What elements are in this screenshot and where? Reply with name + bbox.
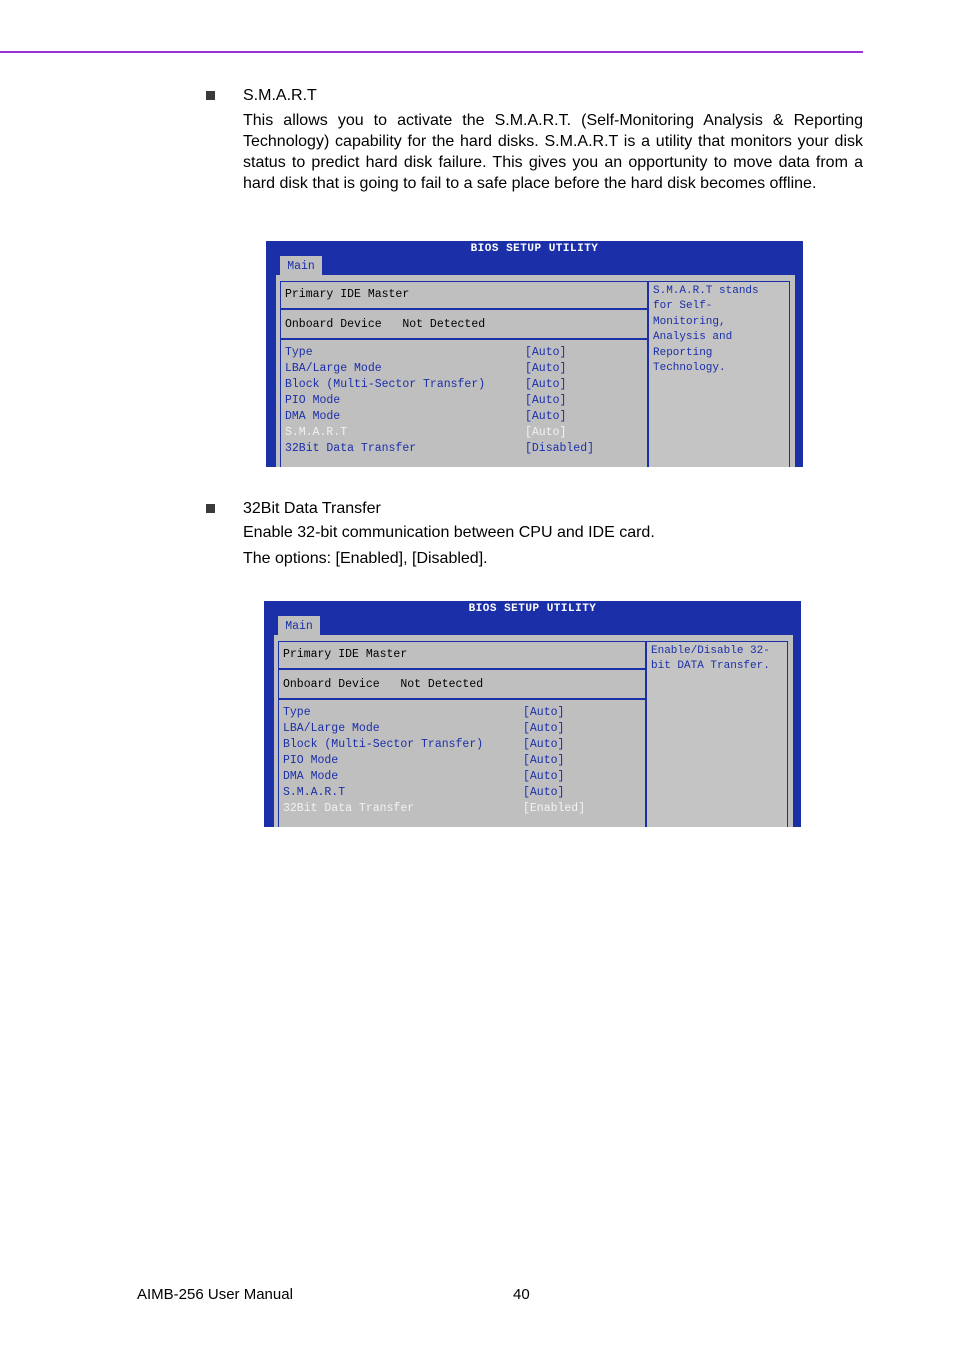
bios-settings-panel: [280, 281, 648, 467]
header-rule: [0, 51, 863, 53]
bios-setting-value[interactable]: [Auto]: [525, 346, 567, 359]
bios-setting-label[interactable]: 32Bit Data Transfer: [283, 802, 415, 815]
divider: [279, 668, 645, 670]
divider: [281, 308, 647, 310]
bios-header-row: Primary IDE Master: [283, 648, 408, 661]
bios-setting-value[interactable]: [Enabled]: [523, 802, 586, 815]
bios-setting-value[interactable]: [Auto]: [525, 378, 567, 391]
section-heading-32bit: 32Bit Data Transfer: [243, 500, 381, 517]
bios-setting-value[interactable]: [Auto]: [523, 706, 565, 719]
section-line-2: The options: [Enabled], [Disabled].: [243, 550, 488, 567]
bios-setting-label[interactable]: LBA/Large Mode: [285, 362, 382, 375]
bios-device-row: Onboard Device Not Detected: [285, 318, 486, 331]
bios-settings-panel: [278, 641, 646, 827]
bios-setting-label[interactable]: 32Bit Data Transfer: [285, 442, 417, 455]
bios-screenshot-32bit: [264, 601, 801, 827]
bios-screenshot-smart: [266, 241, 803, 467]
bios-setting-label[interactable]: Type: [283, 706, 311, 719]
bios-setting-label[interactable]: PIO Mode: [285, 394, 341, 407]
bios-setting-label[interactable]: PIO Mode: [283, 754, 339, 767]
bios-help-text: S.M.A.R.T stands for Self- Monitoring, Analysis and Reporting Technology.: [653, 285, 759, 375]
bios-header-row: Primary IDE Master: [285, 288, 410, 301]
section-line-1: Enable 32-bit communication between CPU and IDE card.: [243, 524, 655, 541]
divider: [279, 698, 645, 700]
tab-main[interactable]: Main: [278, 616, 320, 636]
bios-setting-value[interactable]: [Auto]: [525, 410, 567, 423]
section-heading-smart: S.M.A.R.T: [243, 87, 317, 104]
bios-title: BIOS SETUP UTILITY: [468, 603, 597, 615]
bios-setting-label[interactable]: S.M.A.R.T: [283, 786, 346, 799]
bios-body: [276, 275, 795, 467]
bios-device-row: Onboard Device Not Detected: [283, 678, 484, 691]
bullet-square: [206, 504, 215, 513]
bios-setting-value[interactable]: [Auto]: [523, 754, 565, 767]
bios-setting-label[interactable]: DMA Mode: [285, 410, 341, 423]
bios-help-text: Enable/Disable 32- bit DATA Transfer.: [651, 645, 770, 673]
bios-setting-label[interactable]: Type: [285, 346, 313, 359]
bios-setting-value[interactable]: [Auto]: [523, 722, 565, 735]
bios-setting-label[interactable]: DMA Mode: [283, 770, 339, 783]
bios-setting-value[interactable]: [Auto]: [523, 738, 565, 751]
bios-setting-label[interactable]: S.M.A.R.T: [285, 426, 348, 439]
section-paragraph-smart: This allows you to activate the S.M.A.R.T. (Self-Monitoring Analysis & Reporting Technology) capability for the hard disks. S.M.A.R.T is a utility that monitors your disk status to predict hard disk failure. This gives you an opportunity to move data from a hard disk that is going to fail to a safe place before the hard disk becomes offline.: [243, 112, 863, 192]
bios-title: BIOS SETUP UTILITY: [470, 243, 599, 255]
bios-help-panel: [646, 641, 788, 827]
bios-setting-value[interactable]: [Auto]: [525, 394, 567, 407]
bios-body: [274, 635, 793, 827]
bios-setting-label[interactable]: LBA/Large Mode: [283, 722, 380, 735]
bios-setting-value[interactable]: [Auto]: [525, 426, 567, 439]
bios-setting-value[interactable]: [Auto]: [525, 362, 567, 375]
bios-help-panel: [648, 281, 790, 467]
bios-setting-value[interactable]: [Disabled]: [525, 442, 595, 455]
footer-manual-title: AIMB-256 User Manual: [137, 1286, 293, 1303]
bios-setting-value[interactable]: [Auto]: [523, 786, 565, 799]
divider: [281, 338, 647, 340]
bios-setting-label[interactable]: Block (Multi-Sector Transfer): [285, 378, 486, 391]
footer-page-number: 40: [513, 1286, 530, 1303]
tab-main[interactable]: Main: [280, 256, 322, 276]
bios-setting-value[interactable]: [Auto]: [523, 770, 565, 783]
bullet-square: [206, 91, 215, 100]
bios-setting-label[interactable]: Block (Multi-Sector Transfer): [283, 738, 484, 751]
